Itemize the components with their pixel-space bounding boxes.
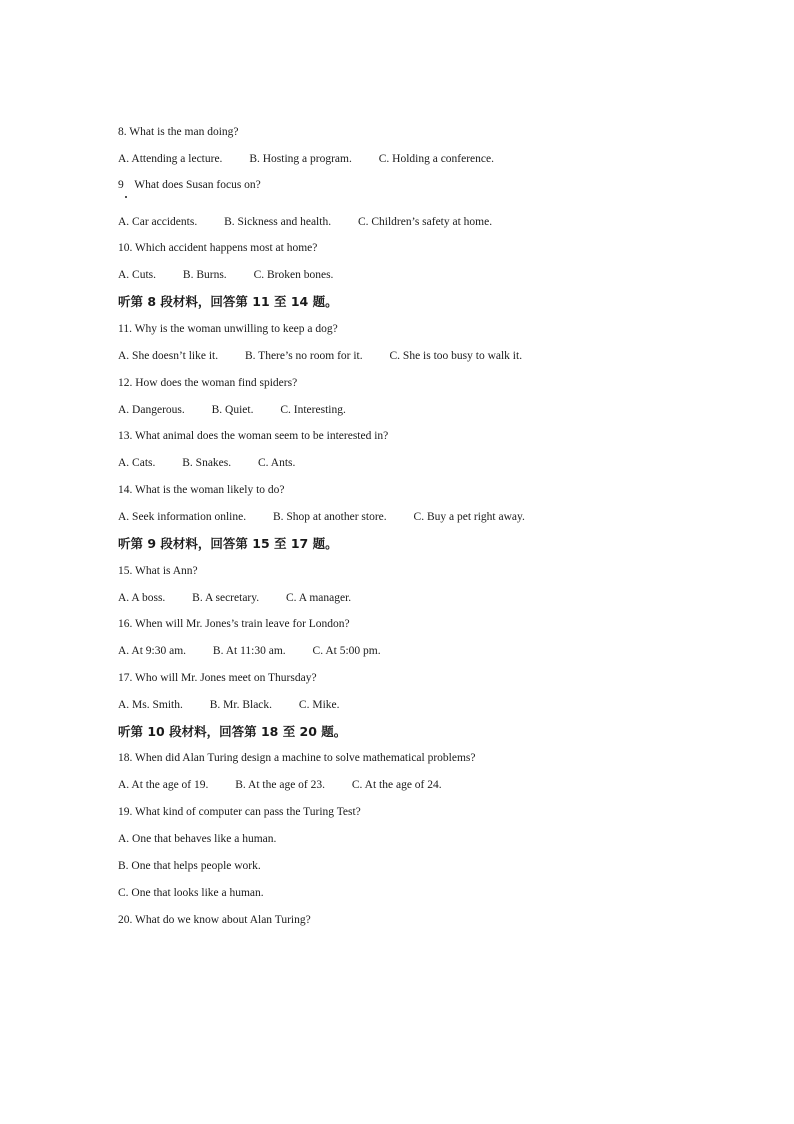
option-b: B. Burns. xyxy=(182,269,227,281)
option-a: A. Cats. xyxy=(118,457,156,469)
question-11-options xyxy=(118,349,522,363)
stray-dot xyxy=(125,196,127,198)
option-a: A. Seek information online. xyxy=(118,511,247,523)
option-c: C. Ants. xyxy=(258,457,296,469)
option-a: A. Car accidents. xyxy=(118,216,198,228)
option-c: C. At 5:00 pm. xyxy=(312,645,381,657)
option-c: C. Buy a pet right away. xyxy=(413,511,525,523)
question-19-option-a: A. One that behaves like a human. xyxy=(118,833,277,845)
question-8: 8. What is the man doing? xyxy=(118,126,239,138)
question-20: 20. What do we know about Alan Turing? xyxy=(118,914,311,926)
question-18-options xyxy=(118,778,442,792)
question-19: 19. What kind of computer can pass the Turing Test? xyxy=(118,806,361,818)
option-c: C. Children’s safety at home. xyxy=(357,216,493,228)
option-a: A. A boss. xyxy=(118,592,166,604)
option-a: A. At 9:30 am. xyxy=(118,645,187,657)
option-b: B. Quiet. xyxy=(211,404,254,416)
question-19-option-b: B. One that helps people work. xyxy=(118,860,261,872)
question-18: 18. When did Alan Turing design a machine to solve mathematical problems? xyxy=(118,752,476,764)
option-c: C. A manager. xyxy=(286,592,352,604)
question-17: 17. Who will Mr. Jones meet on Thursday? xyxy=(118,672,317,684)
option-b: B. Mr. Black. xyxy=(209,699,273,711)
option-a: A. Cuts. xyxy=(118,269,157,281)
question-9 xyxy=(118,178,261,192)
option-a: A. At the age of 19. xyxy=(118,779,209,791)
question-13-options xyxy=(118,456,295,470)
question-14: 14. What is the woman likely to do? xyxy=(118,484,285,496)
option-c: C. She is too busy to walk it. xyxy=(389,350,523,362)
option-b: B. There’s no room for it. xyxy=(244,350,363,362)
question-8-options xyxy=(118,152,494,166)
question-13: 13. What animal does the woman seem to be interested in? xyxy=(118,430,389,442)
question-15: 15. What is Ann? xyxy=(118,565,198,577)
question-14-options xyxy=(118,510,525,524)
section-heading-9: 听第 9 段材料，回答第 15 至 17 题。 xyxy=(118,536,338,551)
section-heading-10: 听第 10 段材料，回答第 18 至 20 题。 xyxy=(118,724,347,739)
option-b: B. Sickness and health. xyxy=(224,216,332,228)
question-9-options xyxy=(118,215,492,229)
option-c: C. Mike. xyxy=(298,699,340,711)
option-b: B. A secretary. xyxy=(192,592,260,604)
question-9-text: What does Susan focus on? xyxy=(134,179,261,191)
option-a: A. Ms. Smith. xyxy=(118,699,183,711)
question-10: 10. Which accident happens most at home? xyxy=(118,242,318,254)
question-19-option-c: C. One that looks like a human. xyxy=(118,887,264,899)
question-11: 11. Why is the woman unwilling to keep a dog? xyxy=(118,323,338,335)
option-b: B. At 11:30 am. xyxy=(212,645,286,657)
option-a: A. Attending a lecture. xyxy=(118,153,223,165)
question-16-options xyxy=(118,644,381,658)
option-c: C. Holding a conference. xyxy=(378,153,494,165)
option-b: B. Snakes. xyxy=(182,457,232,469)
option-b: B. At the age of 23. xyxy=(235,779,326,791)
option-a: A. She doesn’t like it. xyxy=(118,350,219,362)
question-17-options xyxy=(118,698,340,712)
option-c: C. At the age of 24. xyxy=(351,779,442,791)
option-a: A. Dangerous. xyxy=(118,404,185,416)
option-b: B. Hosting a program. xyxy=(249,153,352,165)
question-15-options xyxy=(118,591,351,605)
option-c: C. Interesting. xyxy=(280,404,346,416)
question-10-options xyxy=(118,268,333,282)
option-c: C. Broken bones. xyxy=(253,269,334,281)
question-16: 16. When will Mr. Jones’s train leave for London? xyxy=(118,618,350,630)
question-12: 12. How does the woman find spiders? xyxy=(118,377,298,389)
question-9-number: 9 xyxy=(118,179,124,191)
section-heading-8: 听第 8 段材料，回答第 11 至 14 题。 xyxy=(118,294,338,309)
option-b: B. Shop at another store. xyxy=(272,511,387,523)
question-12-options xyxy=(118,403,346,417)
